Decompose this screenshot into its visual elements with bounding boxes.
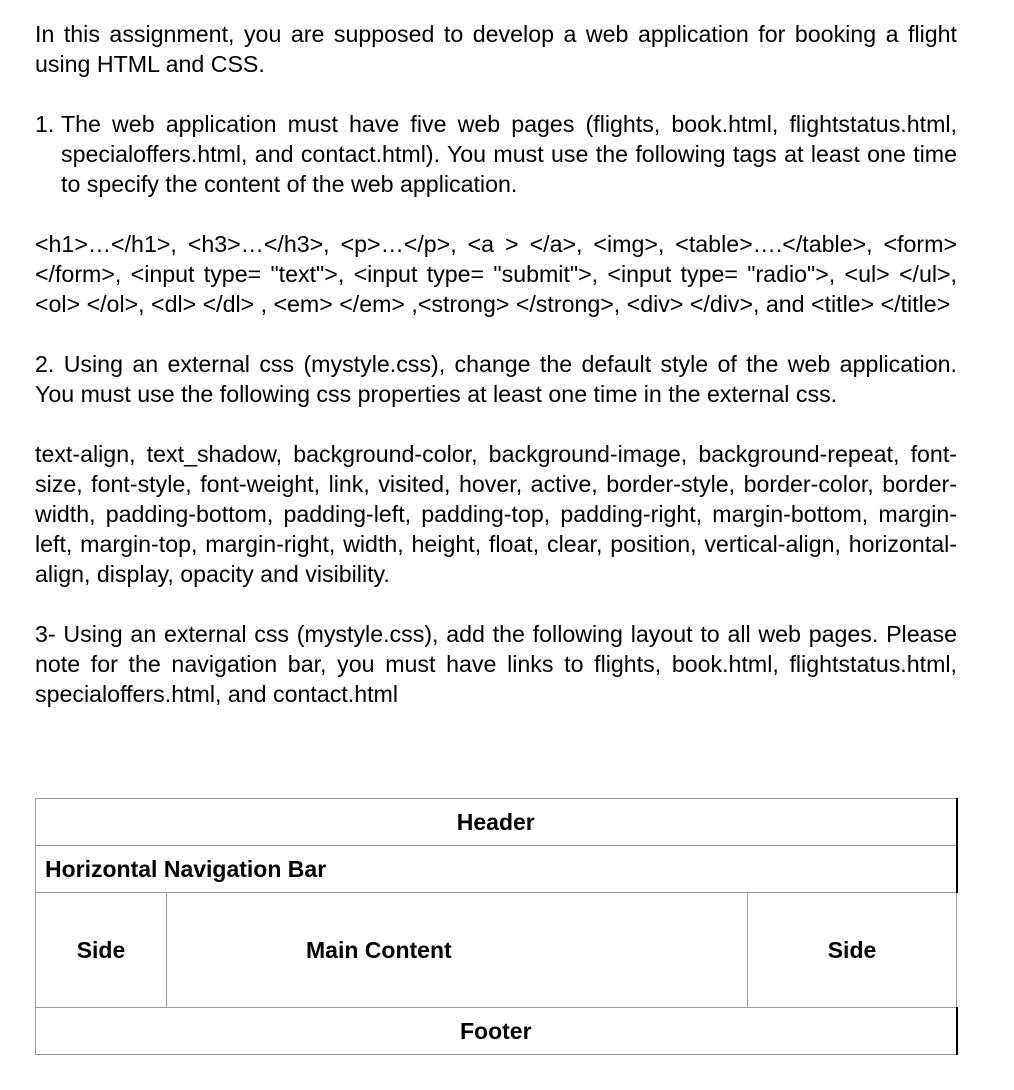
layout-side-right-cell: Side: [748, 893, 957, 1008]
layout-header-cell: Header: [36, 799, 957, 846]
layout-main-content-cell: Main Content: [167, 893, 748, 1008]
requirement-1-text: The web application must have five web pages (flights, book.html, flightstatus.html, specialoffers.html, and contact.html). You must use the following tags at least one time to specify the content of the web application.: [61, 111, 957, 197]
layout-diagram: [35, 798, 958, 1055]
layout-side-left-cell: Side: [36, 893, 167, 1008]
requirement-1-number: 1.: [35, 111, 55, 137]
layout-footer-cell: Footer: [36, 1008, 957, 1055]
requirement-1: [35, 109, 957, 199]
required-tags-list: <h1>…</h1>, <h3>…</h3>, <p>…</p>, <a > </a>, <img>, <table>….</table>, <form> </form>, <input type= "text">, <input type= "submit">, <input type= "radio">, <ul> </ul>, <ol> </ol>, <dl> </dl> , <em> </em> ,<strong> </strong>, <div> </div>, and <title> </title>: [35, 231, 957, 317]
requirement-3: 3- Using an external css (mystyle.css), add the following layout to all web pages. Please note for the navigation bar, you must have links to flights, book.html, flightstatus.html, specialoffers.html, and contact.html: [35, 621, 957, 707]
intro-paragraph: In this assignment, you are supposed to develop a web application for booking a flight using HTML and CSS.: [35, 21, 957, 77]
assignment-document: [35, 19, 957, 709]
requirement-2: 2. Using an external css (mystyle.css), change the default style of the web application. You must use the following css properties at least one time in the external css.: [35, 351, 957, 407]
layout-nav-cell: Horizontal Navigation Bar: [36, 846, 957, 893]
css-properties-list: text-align, text_shadow, background-color, background-image, background-repeat, font-size, font-style, font-weight, link, visited, hover, active, border-style, border-color, border-width, padding-bottom, padding-left, padding-top, padding-right, margin-bottom, margin-left, margin-top, margin-right, width, height, float, clear, position, vertical-align, horizontal-align, display, opacity and visibility.: [35, 441, 957, 587]
